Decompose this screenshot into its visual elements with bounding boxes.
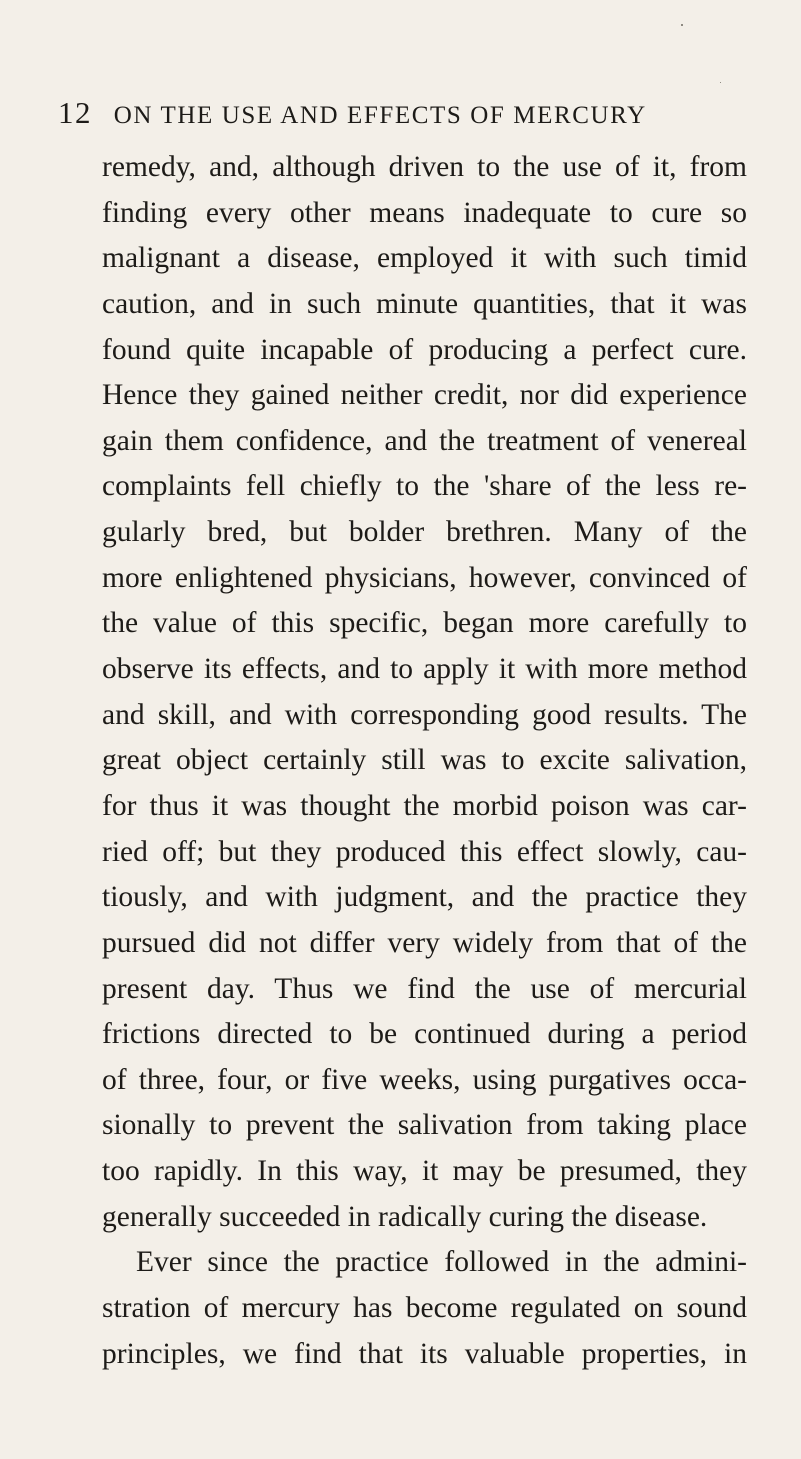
text-line: observe its effects, and to apply it with more method <box>102 653 747 686</box>
text-line: more enlightened physicians, however, convinced of <box>102 561 747 594</box>
text-line: generally succeeded in radically curing the disease. <box>102 1200 708 1233</box>
text-line: Hence they gained neither credit, nor did experience <box>102 379 747 412</box>
text-line: malignant a disease, employed it with such timid <box>102 242 747 275</box>
body-text <box>102 145 747 1377</box>
text-line: for thus it was thought the morbid poison was car- <box>102 789 747 822</box>
text-line: great object certainly still was to excite salivation, <box>102 744 747 777</box>
text-line: remedy, and, although driven to the use of it, from <box>102 151 747 183</box>
text-line: and skill, and with corresponding good results. The <box>102 698 747 731</box>
text-line: tiously, and with judgment, and the practice they <box>102 881 747 914</box>
text-line: sionally to prevent the salivation from taking place <box>102 1109 747 1142</box>
text-line: principles, we find that its valuable properties, in <box>102 1337 747 1370</box>
paper-speck <box>720 82 721 83</box>
text-line: finding every other means inadequate to cure so <box>102 196 747 229</box>
text-line: gularly bred, but bolder brethren. Many of the <box>102 516 747 549</box>
text-line-paragraph-start: Ever since the practice followed in the admini- <box>136 1246 747 1279</box>
text-line: stration of mercury has become regulated on sound <box>102 1292 747 1325</box>
page-number: 12 <box>58 95 92 130</box>
paper-speck <box>681 24 683 26</box>
text-line: found quite incapable of producing a perfect cure. <box>102 333 747 366</box>
text-line: present day. Thus we find the use of mercurial <box>102 972 747 1005</box>
text-line: the value of this specific, began more carefully to <box>102 607 747 640</box>
text-line: ried off; but they produced this effect slowly, cau- <box>102 835 747 868</box>
text-line: pursued did not differ very widely from that of the <box>102 926 747 959</box>
text-line: caution, and in such minute quantities, that it was <box>102 287 747 320</box>
running-title: ON THE USE AND EFFECTS OF MERCURY <box>113 102 647 129</box>
text-line: gain them confidence, and the treatment of venereal <box>102 424 747 457</box>
text-line: frictions directed to be continued during a period <box>102 1018 747 1051</box>
text-line: complaints fell chiefly to the 'share of the less re- <box>102 470 747 503</box>
running-header <box>58 96 738 130</box>
text-line: too rapidly. In this way, it may be presumed, they <box>102 1155 747 1188</box>
text-line: of three, four, or five weeks, using purgatives occa- <box>102 1063 747 1096</box>
